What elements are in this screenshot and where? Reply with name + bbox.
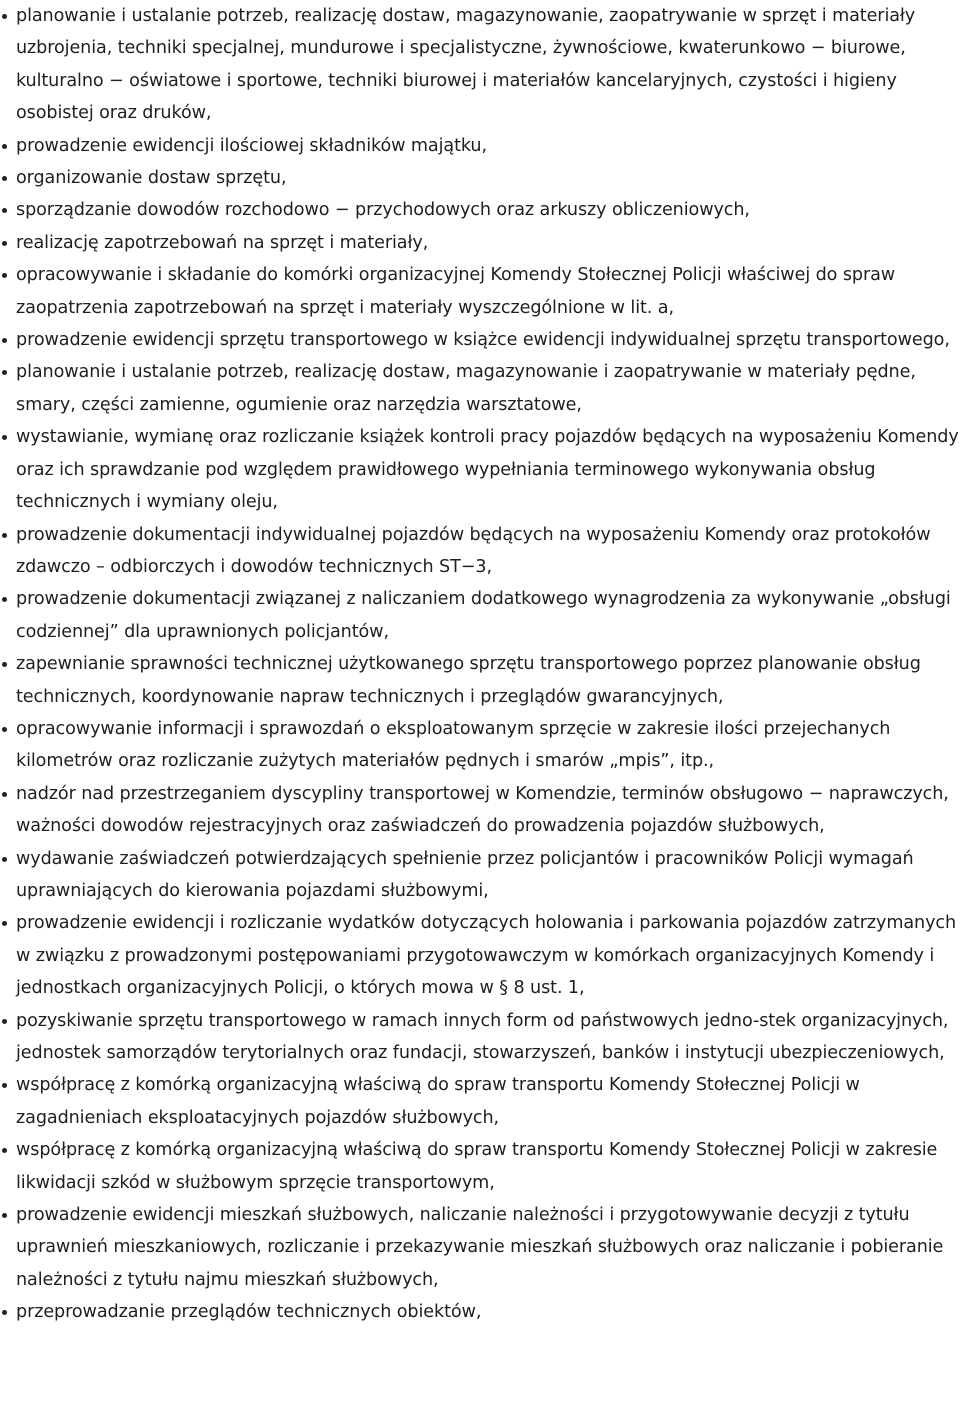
list-item (0, 194, 960, 226)
list-item (0, 324, 960, 356)
list-item-text: prowadzenie ewidencji mieszkań służbowych, naliczanie należności i przygotowywanie decyzji z tytułu uprawnień mieszkaniowych, rozliczanie i przekazywanie mieszkań służbowych oraz naliczanie i pobieranie należności z tytułu najmu mieszkań służbowych, (16, 1205, 944, 1290)
list-item-text: nadzór nad przestrzeganiem dyscypliny transportowej w Komendzie, terminów obsługowo − naprawczych, ważności dowodów rejestracyjnych oraz zaświadczeń do prowadzenia pojazdów służbowych, (16, 783, 949, 837)
bullet-dot (2, 1310, 7, 1315)
list-item-text: współpracę z komórką organizacyjną właściwą do spraw transportu Komendy Stołecznej Policji w zakresie likwidacji szkód w służbowym sprzęcie transportowym, (16, 1140, 938, 1193)
list-item (0, 421, 960, 518)
list-item (0, 162, 960, 194)
list-item-text: prowadzenie dokumentacji indywidualnej pojazdów będących na wyposażeniu Komendy oraz protokołów zdawczo – odbiorczych i dowodów technicznych ST−3, (16, 524, 931, 577)
list-item (0, 519, 960, 584)
list-item (0, 778, 960, 843)
bullet-dot (2, 338, 7, 343)
bullet-dot (2, 921, 7, 926)
list-item-text: prowadzenie dokumentacji związanej z naliczaniem dodatkowego wynagrodzenia za wykonywanie „obsługi codziennej” dla uprawnionych policjantów, (16, 589, 951, 642)
bullet-dot (2, 208, 7, 213)
list-item (0, 356, 960, 421)
list-item (0, 1296, 960, 1328)
list-item (0, 583, 960, 648)
bullet-dot (2, 727, 7, 732)
bullet-dot (2, 597, 7, 602)
list-item-text: wydawanie zaświadczeń potwierdzających spełnienie przez policjantów i pracowników Policji wymagań uprawniających do kierowania pojazdami służbowymi, (16, 848, 914, 901)
list-item (0, 0, 960, 130)
list-item (0, 648, 960, 713)
bullet-dot (2, 370, 7, 375)
list-item (0, 1069, 960, 1134)
list-item (0, 713, 960, 778)
list-item-text: współpracę z komórką organizacyjną właściwą do spraw transportu Komendy Stołecznej Policji w zagadnieniach eksploatacyjnych pojazdów służbowych, (16, 1075, 860, 1128)
list-item (0, 907, 960, 1004)
list-item-text: organizowanie dostaw sprzętu, (16, 168, 287, 189)
list-item-text: pozyskiwanie sprzętu transportowego w ramach innych form od państwowych jedno-stek organizacyjnych, jednostek samorządów terytorialnych oraz fundacji, stowarzyszeń, banków i instytucji ubezpieczeniowych, (16, 1010, 949, 1063)
list-item (0, 1005, 960, 1070)
list-item-text: zapewnianie sprawności technicznej użytkowanego sprzętu transportowego poprzez planowanie obsług technicznych, koordynowanie napraw technicznych i przeglądów gwarancyjnych, (16, 654, 921, 707)
bullet-dot (2, 1148, 7, 1153)
list-item (0, 130, 960, 162)
list-item-text: prowadzenie ewidencji ilościowej składników majątku, (16, 135, 487, 156)
list-item-text: sporządzanie dowodów rozchodowo − przychodowych oraz arkuszy obliczeniowych, (16, 200, 750, 221)
bullet-dot (2, 241, 7, 246)
list-item (0, 843, 960, 908)
list-item-text: planowanie i ustalanie potrzeb, realizację dostaw, magazynowanie i zaopatrywanie w materiały pędne, smary, części zamienne, ogumienie oraz narzędzia warsztatowe, (16, 362, 916, 415)
bullet-dot (2, 533, 7, 538)
bullet-dot (2, 435, 7, 440)
list-item-text: opracowywanie informacji i sprawozdań o eksploatowanym sprzęcie w zakresie ilości przejechanych kilometrów oraz rozliczanie zużytych materiałów pędnych i smarów „mpis”, itp., (16, 718, 891, 772)
bullet-dot (2, 1019, 7, 1024)
list-item-text: opracowywanie i składanie do komórki organizacyjnej Komendy Stołecznej Policji właściwej do spraw zaopatrzenia zapotrzebowań na sprzęt i materiały wyszczególnione w lit. a, (16, 265, 896, 318)
list-item-text: przeprowadzanie przeglądów technicznych obiektów, (16, 1302, 482, 1323)
list-item (0, 259, 960, 324)
bullet-dot (2, 792, 7, 797)
list-item-text: prowadzenie ewidencji i rozliczanie wydatków dotyczących holowania i parkowania pojazdów zatrzymanych w związku z prowadzonymi postępowaniami przygotowawczym w komórkach organizacyjnych Komendy i jednostkach organizacyjnych Policji, o których mowa w § 8 ust. 1, (16, 913, 957, 999)
list-item-text: realizację zapotrzebowań na sprzęt i materiały, (16, 232, 429, 253)
bullet-dot (2, 14, 7, 19)
list-item-text: wystawianie, wymianę oraz rozliczanie książek kontroli pracy pojazdów będących na wyposażeniu Komendy oraz ich sprawdzanie pod względem prawidłowego wypełniania terminowego wykonywania obsług technicznych i wymiany oleju, (16, 427, 959, 513)
bullet-dot (2, 1213, 7, 1218)
bullet-dot (2, 1083, 7, 1088)
list-item-text: planowanie i ustalanie potrzeb, realizację dostaw, magazynowanie, zaopatrywanie w sprzęt i materiały uzbrojenia, techniki specjalnej, mundurowe i specjalistyczne, żywnościowe, kwaterunkowo − biurowe, kulturalno − oświatowe i sportowe, techniki biurowej i materiałów kancelaryjnych, czystości i higieny osobistej oraz druków, (16, 6, 916, 124)
list-item (0, 1199, 960, 1296)
bullet-dot (2, 176, 7, 181)
list-item (0, 227, 960, 259)
list-item (0, 1134, 960, 1199)
list-item-text: prowadzenie ewidencji sprzętu transportowego w książce ewidencji indywidualnej sprzętu transportowego, (16, 330, 950, 351)
bullet-dot (2, 857, 7, 862)
bullet-dot (2, 144, 7, 149)
bullet-dot (2, 273, 7, 278)
bullet-dot (2, 662, 7, 667)
